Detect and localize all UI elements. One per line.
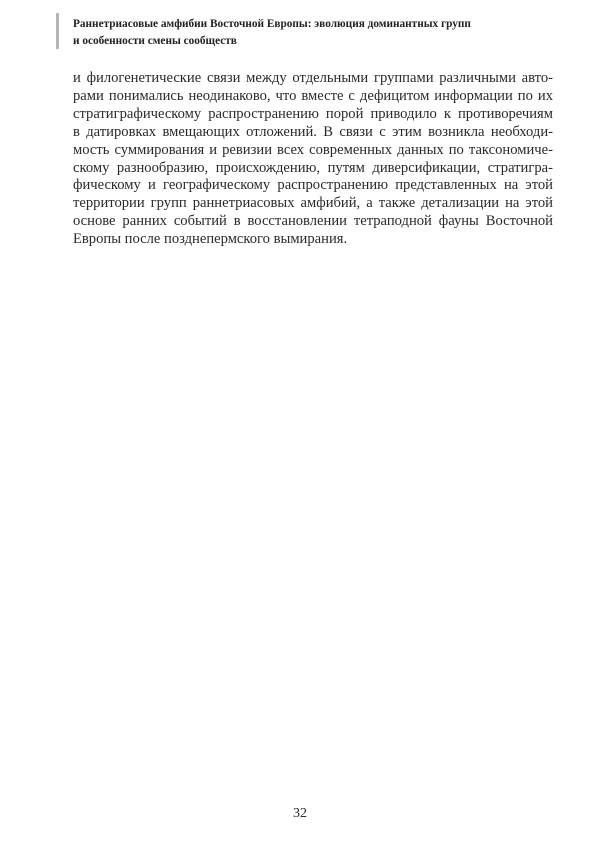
running-header-line: и особенности смены сообществ xyxy=(73,35,237,47)
text-line: в датировках вмещающих отложений. В связи с этим возникла необходи- xyxy=(73,123,553,140)
text-line: скому разнообразию, происхождению, путям диверсификации, стратигра- xyxy=(73,159,553,176)
page-number: 32 xyxy=(293,806,307,821)
text-line: и филогенетические связи между отдельными группами различными авто- xyxy=(73,70,553,86)
body-paragraph xyxy=(73,70,553,249)
running-header xyxy=(73,16,471,50)
text-line: мость суммирования и ревизии всех современных данных по таксономиче- xyxy=(73,141,553,158)
text-line: территории групп раннетриасовых амфибий, а также детализации на этой xyxy=(73,195,553,212)
header-accent-bar xyxy=(56,13,59,49)
text-line: фическому и географическому распространению представленных на этой xyxy=(73,177,553,194)
text-line: рами понимались неодинаково, что вместе с дефицитом информации по их xyxy=(73,87,553,104)
text-line: основе ранних событий в восстановлении тетраподной фауны Восточной xyxy=(73,213,553,230)
text-line: Европы после позднепермского вымирания. xyxy=(73,231,348,248)
text-line: стратиграфическому распространению порой приводило к противоречиям xyxy=(73,105,553,122)
running-header-line: Раннетриасовые амфибии Восточной Европы: эволюция доминантных групп xyxy=(73,18,471,30)
